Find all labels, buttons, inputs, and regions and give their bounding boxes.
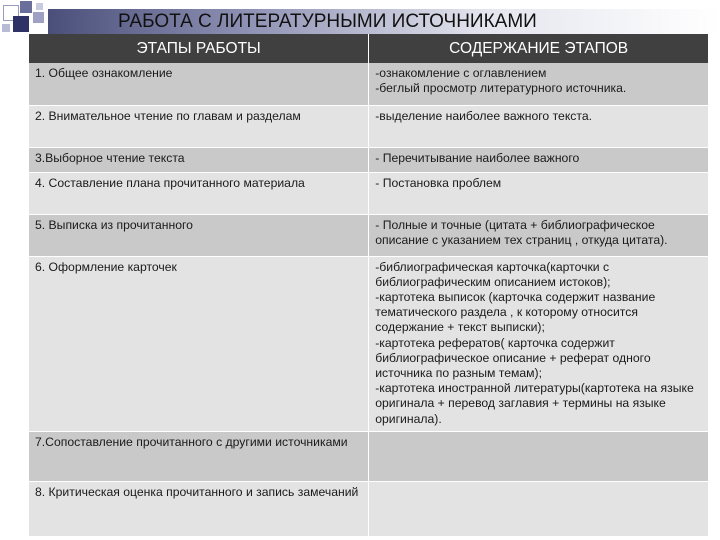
stage-cell: 8. Критическая оценка прочитанного и запись замечаний <box>29 481 369 536</box>
content-cell: - Перечитывание наиболее важного <box>369 147 709 172</box>
table-row <box>29 256 709 431</box>
stage-cell: 5. Выписка из прочитанного <box>29 214 369 256</box>
content-cell <box>369 481 709 536</box>
table-row <box>29 481 709 536</box>
content-cell: -выделение наиболее важного текста. <box>369 105 709 147</box>
column-header-content: СОДЕРЖАНИЕ ЭТАПОВ <box>369 34 709 63</box>
stage-cell: 2. Внимательное чтение по главам и разделам <box>29 105 369 147</box>
column-header-stages: ЭТАПЫ РАБОТЫ <box>29 34 369 63</box>
table-row <box>29 147 709 172</box>
stage-cell: 1. Общее ознакомление <box>29 63 369 105</box>
table-body <box>29 63 709 536</box>
content-cell: -библиографическая карточка(карточки с библиографическим описанием истоков); -картотека выписок (карточка содержит название тематического раздела , к которому относится содержание + текст выписки); -картотека рефератов( карточка содержит библиографическое описание + реферат одного источника по разным темам); -картотека иностранной литературы(картотека на языке оригинала + перевод заглавия + термины на языке оригинала). <box>369 256 709 431</box>
stage-cell: 6. Оформление карточек <box>29 256 369 431</box>
table-header-row <box>29 34 709 63</box>
table-row <box>29 431 709 481</box>
table-row <box>29 105 709 147</box>
content-cell: - Постановка проблем <box>369 172 709 214</box>
content-cell <box>369 431 709 481</box>
table-row <box>29 214 709 256</box>
content-cell: -ознакомление с оглавлением -беглый просмотр литературного источника. <box>369 63 709 105</box>
table-row <box>29 172 709 214</box>
stage-cell: 4. Составление плана прочитанного материала <box>29 172 369 214</box>
stages-table <box>29 34 709 537</box>
content-cell: - Полные и точные (цитата + библиографическое описание с указанием тех страниц , откуда цитата). <box>369 214 709 256</box>
page-title: РАБОТА С ЛИТЕРАТУРНЫМИ ИСТОЧНИКАМИ <box>118 11 537 32</box>
stage-cell: 3.Выборное чтение текста <box>29 147 369 172</box>
stage-cell: 7.Сопоставление прочитанного с другими источниками <box>29 431 369 481</box>
table-row <box>29 63 709 105</box>
